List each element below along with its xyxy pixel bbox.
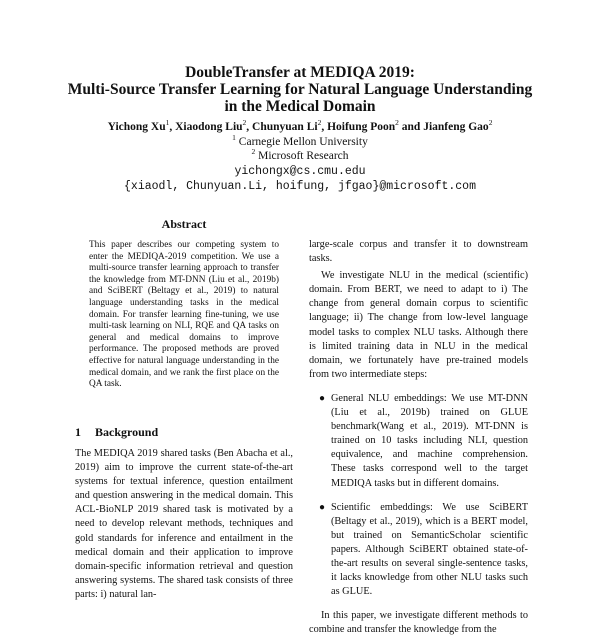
- author-name: Xiaodong Liu: [175, 121, 243, 133]
- email-1: yichongx@cs.cmu.edu: [234, 165, 366, 178]
- title-line-2: Multi-Source Transfer Learning for Natural Language Understanding: [67, 81, 533, 98]
- author-affil: 1: [165, 118, 170, 128]
- abstract-text: This paper describes our competing system to enter the MEDIQA-2019 competition. We use a multi-source transfer learning approach to transfer the knowledge from MT-DNN (Liu et al., 2019b) and SciBERT (Beltagy et al., 2019) to natural language understanding tasks in the medical domain. For transfer learning fine-tuning, we use multi-task learning on NLI, RQE and QA tasks on general and medical domains to improve performance. The proposed methods are proved effective for natural language understanding in the medical domain, and we rank the first place on the QA task.: [89, 240, 279, 390]
- author-affil: 2: [317, 118, 322, 128]
- affiliation-1: [0, 135, 600, 149]
- right-paragraph-2: We investigate NLU in the medical (scientific) domain. From BERT, we need to adapt to i) The change from general domain corpus to scientific language; ii) The change from low-level language model tasks to complex NLU tasks. Although there is limited training data in NLU in the medical domain, we fortunately have pre-trained models from two intermediate steps:: [309, 270, 528, 380]
- author-sep: ,: [246, 121, 253, 133]
- author-affil: 2: [395, 118, 399, 128]
- bullet-icon: ●: [319, 501, 326, 513]
- background-text: The MEDIQA 2019 shared tasks (Ben Abacha et al., 2019) aim to improve the current state-of-the-art systems for textual inference, question entailment and question answering in the medical domain. This ACL-BioNLP 2019 shared task is motivated by a need to develop relevant methods, techniques and gold standards for inference and entailment in the medical domain and their application to improve domain-specific information retrieval and question answering systems. The shared task consists of three parts: i) natural lan-: [75, 448, 293, 600]
- title-line-1: DoubleTransfer at MEDIQA 2019:: [185, 64, 415, 81]
- author-sep: ,: [321, 121, 328, 133]
- author-name: Chunyuan Li: [252, 121, 318, 133]
- author-sep: ,: [169, 121, 176, 133]
- section-heading: [75, 425, 293, 440]
- list-item: [309, 392, 528, 491]
- right-paragraph-1: large-scale corpus and transfer it to downstream tasks.: [309, 239, 528, 265]
- affiliation-name: Microsoft Research: [258, 150, 349, 162]
- author-name: Hoifung Poon: [327, 121, 396, 133]
- author-affil: 2: [488, 118, 493, 128]
- right-paragraph-3: In this paper, we investigate different methods to combine and transfer the knowledge from the: [309, 610, 528, 636]
- affiliation-name: Carnegie Mellon University: [238, 136, 368, 148]
- author-name: Jianfeng Gao: [423, 121, 489, 133]
- affiliation-marker: 2: [251, 147, 256, 157]
- list-item-text: Scientific embeddings: We use SciBERT (Beltagy et al., 2019), which is a BERT model, but trained on SemanticScholar scientific papers. Although SciBERT obtained state-of-the-art results on several single-sentence tasks, it lacks knowledge from other NLU tasks such as GLUE.: [331, 501, 528, 598]
- author-list: [0, 120, 600, 134]
- author-affil: 2: [242, 118, 247, 128]
- email-2: {xiaodl, Chunyuan.Li, hoifung, jfgao}@microsoft.com: [124, 180, 476, 193]
- section-title: Background: [95, 425, 159, 439]
- section-number: 1: [75, 425, 81, 439]
- author-sep: and: [398, 121, 424, 133]
- bullet-icon: ●: [319, 392, 326, 404]
- right-column: [309, 238, 528, 637]
- list-item: [309, 501, 528, 600]
- bullet-list: [309, 392, 528, 599]
- author-name: Yichong Xu: [107, 121, 166, 133]
- affiliation-2: [0, 149, 600, 163]
- title-line-3: in the Medical Domain: [224, 98, 376, 115]
- list-item-text: General NLU embeddings: We use MT-DNN (Liu et al., 2019b) trained on GLUE benchmark(Wang et al., 2019). MT-DNN is trained on 10 tasks including NLI, question equivalence, and machine comprehension. These tasks correspond well to the target MEDIQA tasks but in different domains.: [331, 392, 528, 489]
- affiliation-marker: 1: [232, 133, 236, 143]
- abstract-heading: Abstract: [161, 217, 207, 231]
